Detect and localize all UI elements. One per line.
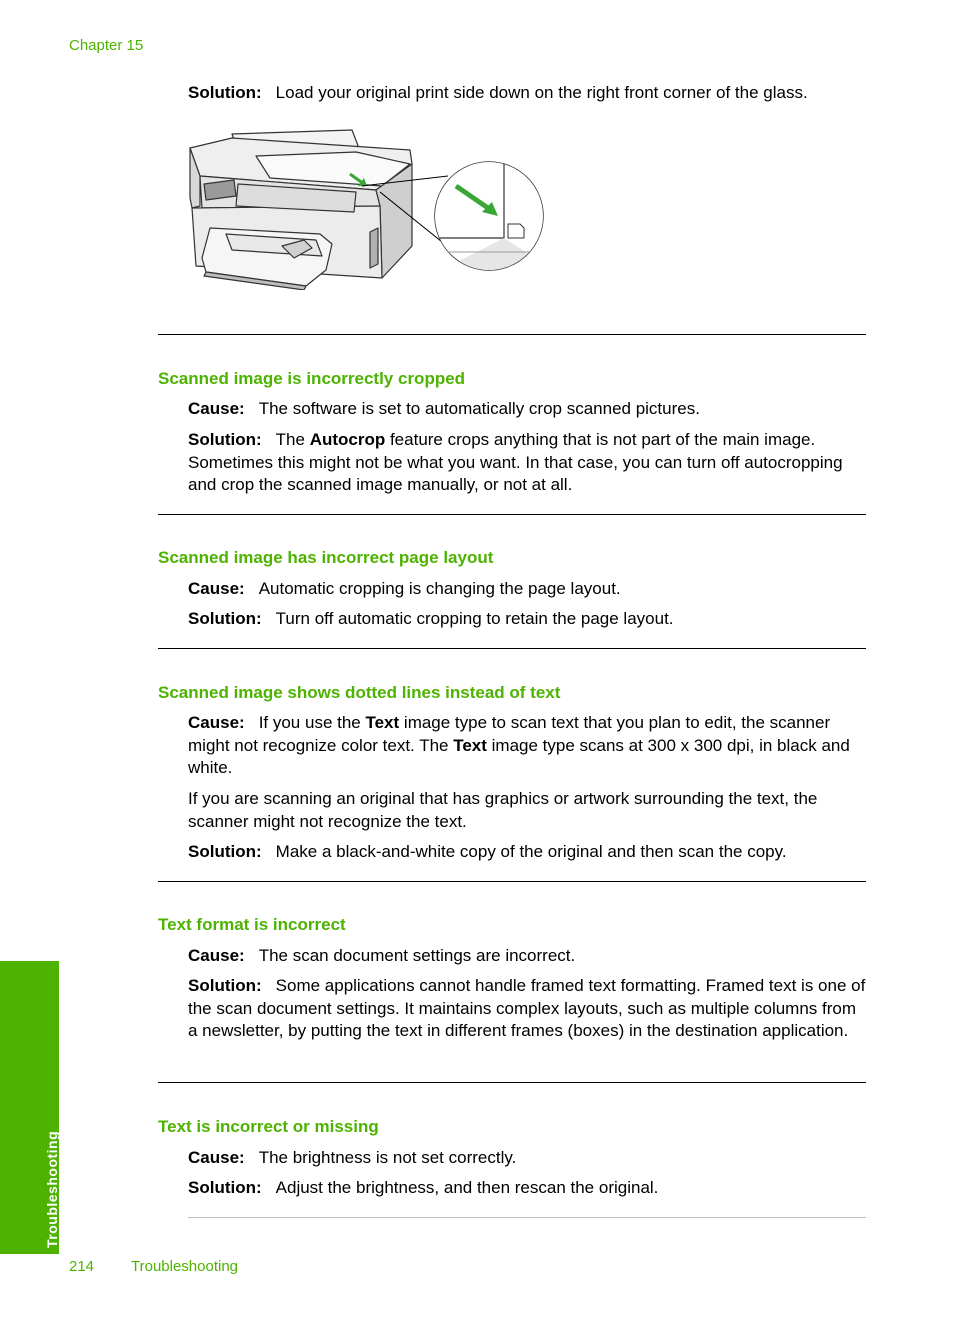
solution-text: Make a black-and-white copy of the original and then scan the copy.: [275, 842, 787, 861]
solution-text: Load your original print side down on the right front corner of the glass.: [275, 83, 808, 102]
section-cause: [188, 945, 868, 968]
cause-text: The scan document settings are incorrect.: [258, 946, 576, 965]
cause-label: Cause:: [188, 399, 245, 418]
cause-label: Cause:: [188, 713, 245, 732]
solution-label: Solution:: [188, 842, 262, 861]
solution-text: Adjust the brightness, and then rescan the original.: [275, 1178, 659, 1197]
text-term: Text: [453, 735, 487, 755]
intro-solution: [188, 82, 868, 105]
divider: [158, 648, 866, 649]
page-number: 214: [69, 1258, 95, 1275]
cause-label: Cause:: [188, 946, 245, 965]
solution-label: Solution:: [188, 609, 262, 628]
section-cause: [188, 398, 868, 421]
divider: [158, 334, 866, 335]
section-heading-text-format: Text format is incorrect: [158, 915, 346, 934]
text-term: Text: [365, 713, 400, 732]
section-solution: [188, 1177, 868, 1200]
autocrop-term: Autocrop: [309, 430, 386, 449]
section-cause: [188, 1147, 868, 1170]
section-cause: [188, 578, 868, 601]
divider: [188, 1217, 866, 1218]
cause-label: Cause:: [188, 1148, 245, 1167]
solution-label: Solution:: [188, 83, 262, 102]
solution-text-cont: feature crops anything that is not part of the main image. Sometimes this might not be what you want. In that case, you can turn off autocropping and crop the scanned image manually, or not at all.: [188, 430, 843, 494]
divider: [158, 881, 866, 882]
cause-text: If you use the: [258, 713, 366, 732]
section-heading-dotted-lines: Scanned image shows dotted lines instead of text: [158, 683, 561, 702]
solution-text: Turn off automatic cropping to retain the page layout.: [275, 609, 674, 628]
side-tab-label: Troubleshooting: [44, 1130, 60, 1248]
cause-text-cont: image type to scan text that you plan to edit, the scanner might not recognize color text. The: [188, 713, 831, 755]
section-solution: [188, 429, 868, 497]
section-heading-text-missing: Text is incorrect or missing: [158, 1117, 379, 1136]
cause-label: Cause:: [188, 579, 245, 598]
divider: [158, 1082, 866, 1083]
footer-section: Troubleshooting: [131, 1258, 239, 1275]
section-heading-cropped: Scanned image is incorrectly cropped: [158, 369, 466, 388]
section-extra-note: If you are scanning an original that has graphics or artwork surrounding the text, the scanner might not recognize the text.: [188, 789, 818, 831]
cause-text: Automatic cropping is changing the page layout.: [258, 579, 621, 598]
section-solution: [188, 975, 868, 1043]
cause-text: The brightness is not set correctly.: [258, 1148, 517, 1167]
cause-text-end: image type scans at 300 x 300 dpi, in black and white.: [188, 735, 850, 777]
section-solution: [188, 841, 868, 864]
section-solution: [188, 608, 868, 631]
solution-label: Solution:: [188, 430, 262, 449]
cause-text: The software is set to automatically crop scanned pictures.: [258, 399, 700, 418]
solution-text: Some applications cannot handle framed text formatting. Framed text is one of the scan document settings. It maintains complex layouts, such as multiple columns from a newsletter, by putting the text in different frames (boxes) in the destination application.: [188, 976, 866, 1040]
chapter-label: Chapter 15: [69, 37, 144, 54]
divider: [158, 514, 866, 515]
solution-text: The: [275, 430, 310, 449]
section-heading-layout: Scanned image has incorrect page layout: [158, 548, 494, 567]
solution-label: Solution:: [188, 976, 262, 995]
solution-label: Solution:: [188, 1178, 262, 1197]
section-cause: [188, 712, 868, 780]
printer-illustration: [186, 128, 548, 290]
